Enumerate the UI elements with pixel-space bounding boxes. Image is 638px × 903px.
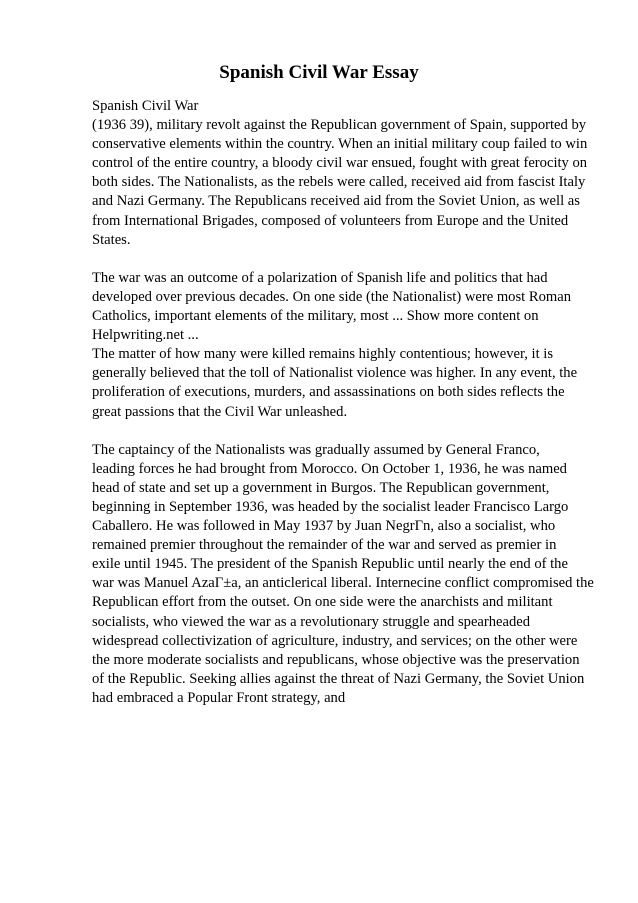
text-line: exile until 1945. The president of the Spanish Republic until nearly the end of the xyxy=(92,556,568,573)
document-body xyxy=(92,97,592,708)
text-line: remained premier throughout the remainder of the war and served as premier in xyxy=(92,537,557,554)
paragraph-intro xyxy=(92,97,592,250)
text-line: socialists, who viewed the war as a revolutionary struggle and spearheaded xyxy=(92,613,531,630)
text-line: widespread collectivization of agriculture, industry, and services; on the other were xyxy=(92,632,578,649)
text-line: conservative elements within the country. When an initial military coup failed to win xyxy=(92,136,588,153)
text-line: head of state and set up a government in Burgos. The Republican government, xyxy=(92,479,550,496)
text-line: leading forces he had brought from Morocco. On October 1, 1936, he was named xyxy=(92,460,567,477)
text-line: The captaincy of the Nationalists was gradually assumed by General Franco, xyxy=(92,441,540,458)
text-line: States. xyxy=(92,231,131,248)
text-line: great passions that the Civil War unleashed. xyxy=(92,403,348,420)
text-line: Caballero. He was followed in May 1937 by Juan NegrΓn, also a socialist, who xyxy=(92,518,556,535)
text-line: Spanish Civil War xyxy=(92,98,199,114)
text-line: both sides. The Nationalists, as the rebels were called, received aid from fascist Italy xyxy=(92,174,586,191)
text-line: generally believed that the toll of Nationalist violence was higher. In any event, the xyxy=(92,365,578,382)
text-line: developed over previous decades. On one side (the Nationalist) were most Roman xyxy=(92,288,572,305)
text-line: and Nazi Germany. The Republicans received aid from the Soviet Union, as well as xyxy=(92,193,580,210)
text-line: The matter of how many were killed remains highly contentious; however, it is xyxy=(92,346,554,363)
text-line: (1936 39), military revolt against the Republican government of Spain, supported by xyxy=(92,117,587,134)
text-line: Helpwriting.net ... xyxy=(92,327,199,344)
text-line: proliferation of executions, murders, and assassinations on both sides reflects the xyxy=(92,384,565,401)
text-line: of the Republic. Seeking allies against the threat of Nazi Germany, the Soviet Union xyxy=(92,670,585,687)
text-line: from International Brigades, composed of volunteers from Europe and the United xyxy=(92,212,569,229)
text-line: the more moderate socialists and republicans, whose objective was the preservation xyxy=(92,651,580,668)
paragraph-polarization xyxy=(92,269,592,422)
text-line: Republican effort from the outset. On one side were the anarchists and militant xyxy=(92,594,553,611)
text-line: had embraced a Popular Front strategy, and xyxy=(92,689,346,706)
text-line: beginning in September 1936, was headed by the socialist leader Francisco Largo xyxy=(92,498,569,515)
text-line: Catholics, important elements of the military, most ... Show more content on xyxy=(92,308,539,325)
text-line: war was Manuel AzaΓ±a, an anticlerical liberal. Internecine conflict compromised the xyxy=(92,575,594,592)
document-title: Spanish Civil War Essay xyxy=(219,62,419,83)
text-line: control of the entire country, a bloody civil war ensued, fought with great ferocity on xyxy=(92,155,588,172)
paragraph-captaincy xyxy=(92,441,592,708)
text-line: The war was an outcome of a polarization of Spanish life and politics that had xyxy=(92,269,548,286)
